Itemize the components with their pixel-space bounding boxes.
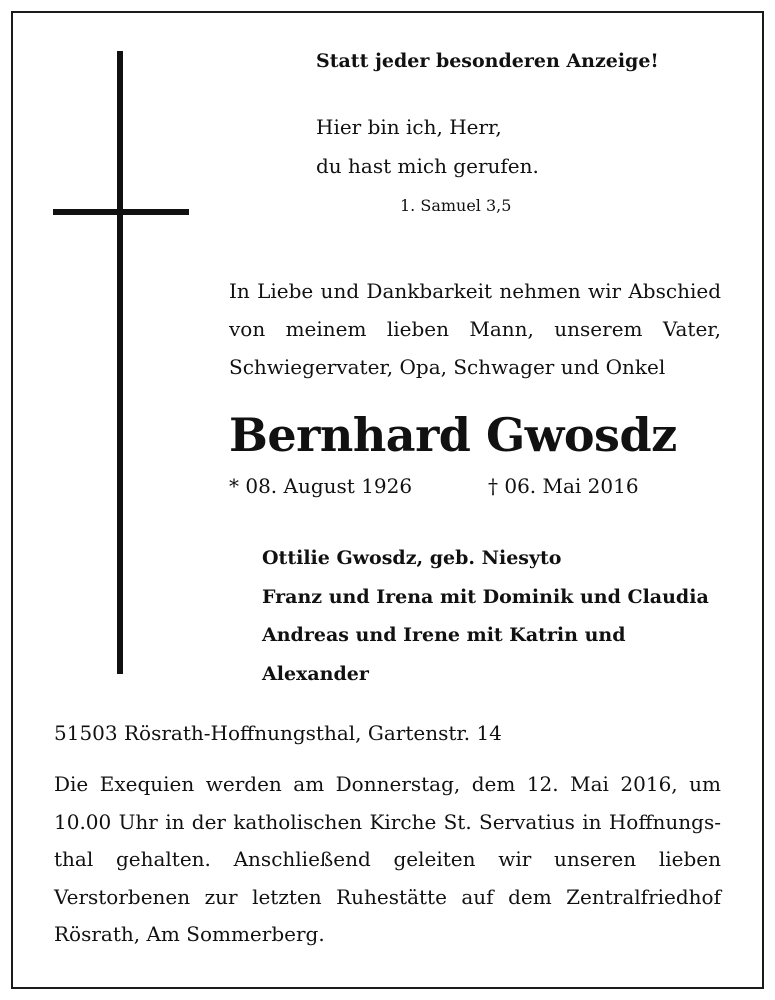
intro-text — [229, 272, 721, 386]
cross-vertical-bar — [117, 51, 123, 674]
intro-line: Schwiegervater, Opa, Schwager und Onkel — [229, 355, 666, 379]
birth-date: * 08. August 1926 — [229, 474, 413, 498]
intro-line: In Liebe und Dankbarkeit nehmen wir Abschied — [229, 279, 721, 303]
mourner-line: Alexander — [262, 662, 369, 685]
verse-reference: 1. Samuel 3,5 — [400, 196, 512, 215]
deceased-name: Bernhard Gwosdz — [229, 408, 677, 462]
funeral-line: Die Exequien werden am Donnerstag, dem 12. Mai 2016, um — [54, 772, 721, 796]
funeral-line: Verstorbenen zur letzten Ruhestätte auf dem Zentralfriedhof — [54, 884, 721, 909]
mourner-line: Ottilie Gwosdz, geb. Niesyto — [262, 547, 562, 569]
family-address: 51503 Rösrath-Hoffnungsthal, Gartenstr. 14 — [54, 721, 502, 745]
verse-line-1: Hier bin ich, Herr, — [316, 115, 502, 139]
funeral-line: 10.00 Uhr in der katholischen Kirche St. Servatius in Hoffnungs- — [54, 809, 721, 834]
mourner-line: Franz und Irena mit Dominik und Claudia — [262, 585, 709, 608]
death-date: † 06. Mai 2016 — [488, 474, 639, 498]
intro-line: von meinem lieben Mann, unserem Vater, — [229, 317, 721, 341]
verse-line-2: du hast mich gerufen. — [316, 154, 539, 178]
mourner-line: Andreas und Irene mit Katrin und — [262, 624, 626, 646]
notice-headline: Statt jeder besonderen Anzeige! — [316, 50, 659, 72]
funeral-line: Rösrath, Am Sommerberg. — [54, 922, 325, 946]
funeral-details — [54, 766, 721, 954]
mourners-list — [262, 539, 709, 693]
funeral-line: thal gehalten. Anschließend geleiten wir unseren lieben — [54, 847, 721, 871]
cross-horizontal-bar — [53, 209, 189, 215]
